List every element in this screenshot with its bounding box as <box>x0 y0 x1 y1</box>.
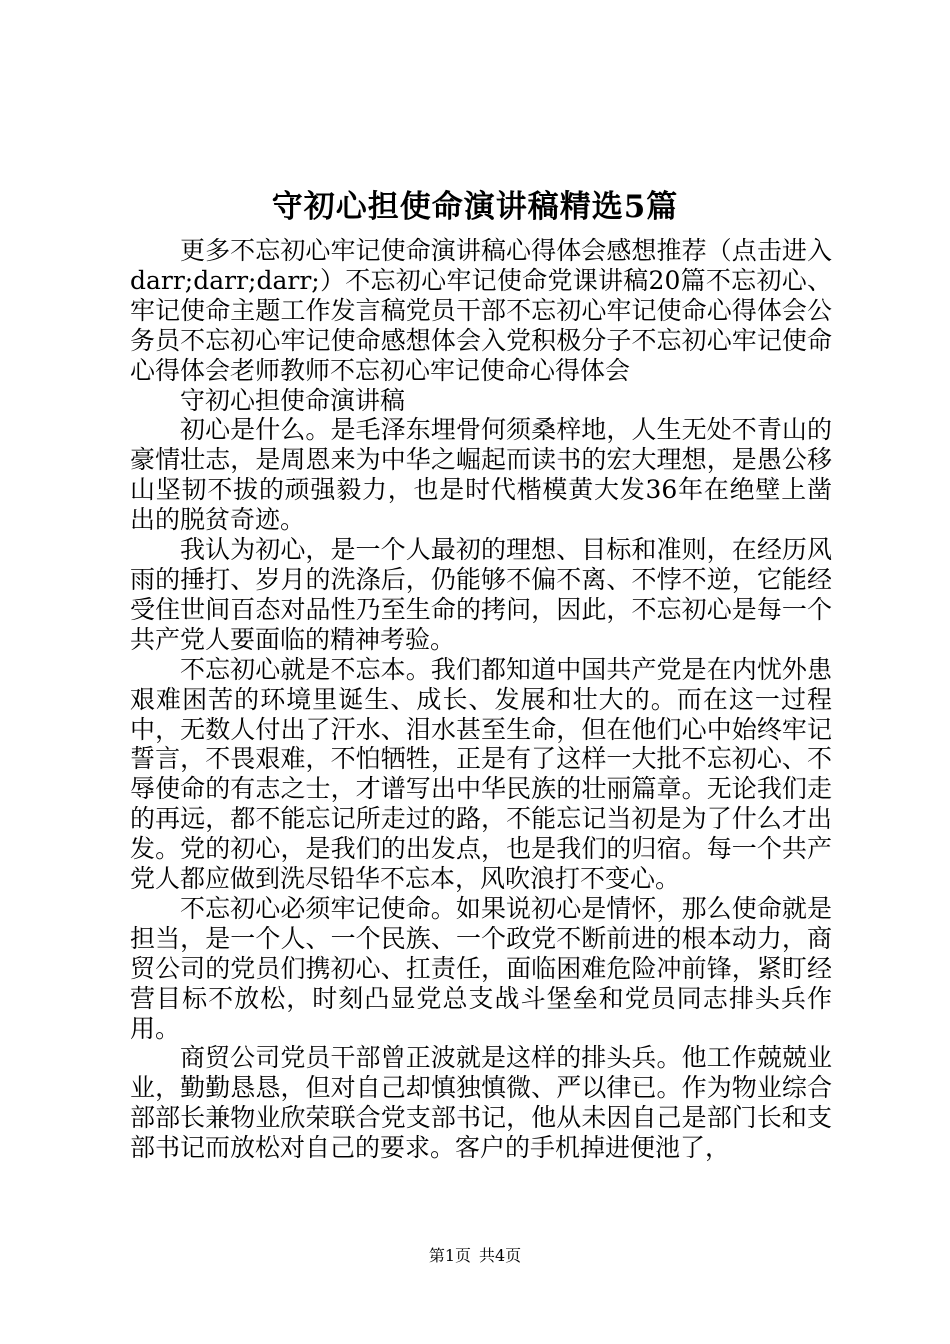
page-footer <box>0 1246 950 1266</box>
paragraph: 不忘初心必须牢记使命。如果说初心是情怀，那么使命就是担当，是一个人、一个民族、一个政党不断前进的根本动力，商贸公司的党员们携初心、扛责任，面临困难危险冲前锋，紧盯经营目标不放松，时刻凸显党总支战斗堡垒和党员同志排头兵作用。 <box>130 893 832 1043</box>
paragraph-subtitle: 守初心担使命演讲稿 <box>180 385 406 415</box>
page-title: 守初心担使命演讲稿精选5篇 <box>271 189 679 225</box>
paragraph: 商贸公司党员干部曾正波就是这样的排头兵。他工作兢兢业业，勤勤恳恳，但对自己却慎独慎微、严以律已。作为物业综合部部长兼物业欣荣联合党支部书记，他从未因自己是部门长和支部书记而放松对自己的要求。客户的手机掉进便池了， <box>130 1043 832 1163</box>
document-body <box>130 236 832 1163</box>
paragraph: 初心是什么。是毛泽东埋骨何须桑梓地，人生无处不青山的豪情壮志，是周恩来为中华之崛起而读书的宏大理想，是愚公移山坚韧不拔的顽强毅力，也是时代楷模黄大发36年在绝壁上凿出的脱贫奇迹。 <box>130 415 832 535</box>
paragraph: 不忘初心就是不忘本。我们都知道中国共产党是在内忧外患艰难困苦的环境里诞生、成长、发展和壮大的。而在这一过程中，无数人付出了汗水、泪水甚至生命，但在他们心中始终牢记誓言，不畏艰难，不怕牺牲，正是有了这样一大批不忘初心、不辱使命的有志之士，才谱写出中华民族的壮丽篇章。无论我们走的再远，都不能忘记所走过的路，不能忘记当初是为了什么才出发。党的初心，是我们的出发点，也是我们的归宿。每一个共产党人都应做到洗尽铅华不忘本，风吹浪打不变心。 <box>130 654 832 894</box>
page-number: 第1页 <box>428 1246 471 1265</box>
paragraph: 我认为初心，是一个人最初的理想、目标和准则，在经历风雨的捶打、岁月的洗涤后，仍能够不偏不离、不悖不逆，它能经受住世间百态对品性乃至生命的拷问，因此，不忘初心是每一个共产党人要面临的精神考验。 <box>130 535 832 654</box>
paragraph-intro: 更多不忘初心牢记使命演讲稿心得体会感想推荐（点击进入darr;darr;darr;）不忘初心牢记使命党课讲稿20篇不忘初心、牢记使命主题工作发言稿党员干部不忘初心牢记使命心得体会公务员不忘初心牢记使命感想体会入党积极分子不忘初心牢记使命心得体会老师教师不忘初心牢记使命心得体会 <box>130 236 832 385</box>
page-count: 共4页 <box>479 1246 522 1265</box>
